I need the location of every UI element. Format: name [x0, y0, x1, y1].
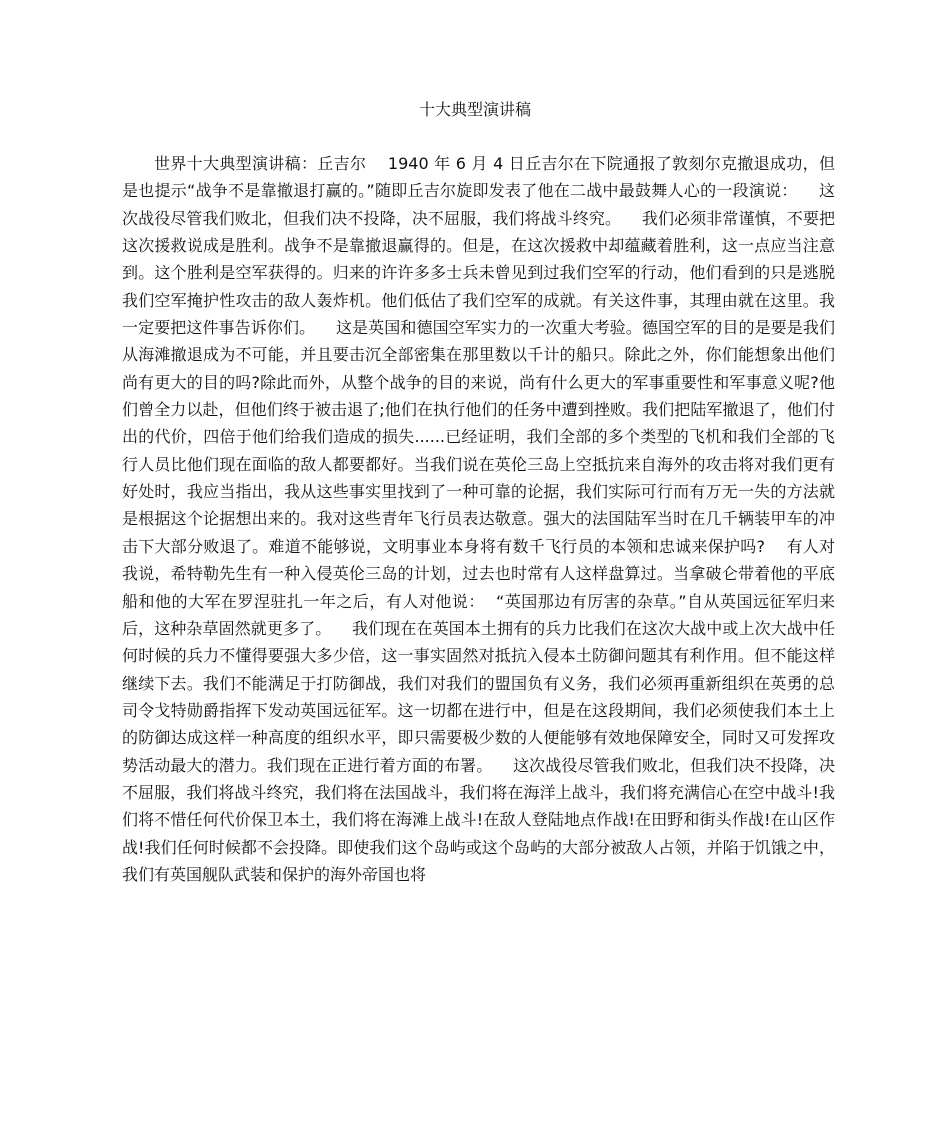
document-body-paragraph: 世界十大典型演讲稿：丘吉尔 1940 年 6 月 4 日丘吉尔在下院通报了敦刻尔克撤退成功，但是也提示“战争不是靠撤退打赢的。”随即丘吉尔旋即发表了他在二战中最鼓舞人心的一段演说： 这次战役尽管我们败北，但我们决不投降，决不屈服，我们将战斗终究。 我们必须非常谨慎，不要把这次援救说成是胜利。战争不是靠撤退赢得的。但是，在这次援救中却蕴藏着胜利，这一点应当注意到。这个胜利是空军获得的。归来的许许多多士兵未曾见到过我们空军的行动，他们看到的只是逃脱我们空军掩护性攻击的敌人轰炸机。他们低估了我们空军的成就。有关这件事，其理由就在这里。我一定要把这件事告诉你们。 这是英国和德国空军实力的一次重大考验。德国空军的目的是要是我们从海滩撤退成为不可能，并且要击沉全部密集在那里数以千计的船只。除此之外，你们能想象出他们尚有更大的目的吗?除此而外，从整个战争的目的来说，尚有什么更大的军事重要性和军事意义呢?他们曾全力以赴，但他们终于被击退了;他们在执行他们的任务中遭到挫败。我们把陆军撤退了，他们付出的代价，四倍于他们给我们造成的损失......已经证明，我们全部的多个类型的飞机和我们全部的飞行人员比他们现在面临的敌人都要都好。当我们说在英伦三岛上空抵抗来自海外的攻击将对我们更有好处时，我应当指出，我从这些事实里找到了一种可靠的论据，我们实际可行而有万无一失的方法就是根据这个论据想出来的。我对这些青年飞行员表达敬意。强大的法国陆军当时在几千辆装甲车的冲击下大部分败退了。难道不能够说，文明事业本身将有数千飞行员的本领和忠诚来保护吗? 有人对我说，希特勒先生有一种入侵英伦三岛的计划，过去也时常有人这样盘算过。当拿破仑带着他的平底船和他的大军在罗涅驻扎一年之后，有人对他说： “英国那边有厉害的杂草。”自从英国远征军归来后，这种杂草固然就更多了。 我们现在在英国本土拥有的兵力比我们在这次大战中或上次大战中任何时候的兵力不懂得要强大多少倍，这一事实固然对抵抗入侵本土防御问题其有利作用。但不能这样继续下去。我们不能满足于打防御战，我们对我们的盟国负有义务，我们必须再重新组织在英勇的总司令戈特勋爵指挥下发动英国远征军。这一切都在进行中，但是在这段期间，我们必须使我们本土上的防御达成这样一种高度的组织水平，即只需要极少数的人便能够有效地保障安全，同时又可发挥攻势活动最大的潜力。我们现在正进行着方面的布署。 这次战役尽管我们败北，但我们决不投降，决不屈服，我们将战斗终究，我们将在法国战斗，我们将在海洋上战斗，我们将充满信心在空中战斗!我们将不惜任何代价保卫本土，我们将在海滩上战斗!在敌人登陆地点作战!在田野和街头作战!在山区作战!我们任何时候都不会投降。即使我们这个岛屿或这个岛屿的大部分被敌人占领，并陷于饥饿之中，我们有英国舰队武装和保护的海外帝国也将	[122, 154, 835, 884]
document-title: 十大典型演讲稿	[418, 100, 531, 119]
